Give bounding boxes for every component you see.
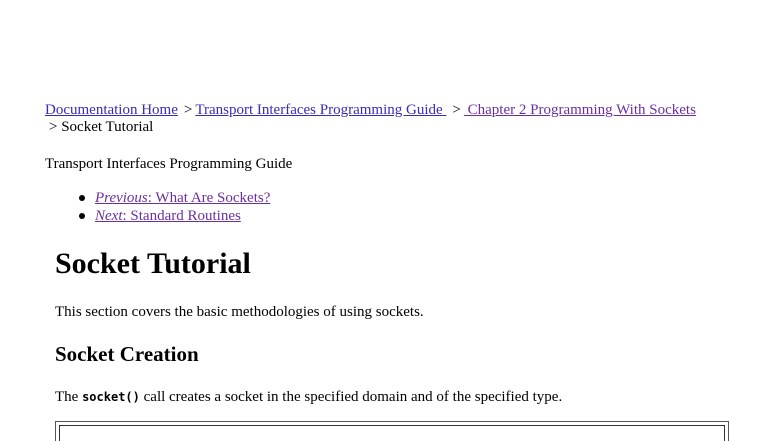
next-page-link[interactable] xyxy=(95,208,241,224)
section-paragraph xyxy=(55,389,562,406)
breadcrumb-link-transport-guide[interactable]: Transport Interfaces Programming Guide xyxy=(195,102,447,118)
breadcrumb-current-page: Socket Tutorial xyxy=(61,119,154,135)
breadcrumb-separator: > xyxy=(49,119,58,135)
socket-function-code: socket() xyxy=(82,390,140,404)
previous-page-title: : What Are Sockets? xyxy=(147,190,271,206)
page-navigation-list xyxy=(45,189,270,225)
next-label: Next xyxy=(95,208,123,224)
book-title: Transport Interfaces Programming Guide xyxy=(45,156,293,172)
section-text-after: call creates a socket in the specified domain and of the specified type. xyxy=(139,389,563,405)
nav-item-previous xyxy=(95,189,270,207)
intro-paragraph: This section covers the basic methodologies of using sockets. xyxy=(55,304,424,320)
breadcrumb-separator: > xyxy=(183,102,193,118)
breadcrumb-separator: > xyxy=(452,102,461,118)
page-title: Socket Tutorial xyxy=(55,247,251,280)
next-page-title: : Standard Routines xyxy=(122,208,241,224)
section-heading-socket-creation: Socket Creation xyxy=(55,342,199,366)
section-text-before: The xyxy=(55,389,83,405)
previous-label: Previous xyxy=(95,190,148,206)
breadcrumb-link-chapter-2[interactable]: Chapter 2 Programming With Sockets xyxy=(463,102,696,118)
code-example-box xyxy=(55,421,729,441)
breadcrumb-link-documentation-home[interactable]: Documentation Home xyxy=(45,102,178,118)
breadcrumb xyxy=(45,102,745,136)
nav-item-next xyxy=(95,207,270,225)
code-example-inner-frame xyxy=(59,425,725,441)
previous-page-link[interactable] xyxy=(95,190,270,206)
